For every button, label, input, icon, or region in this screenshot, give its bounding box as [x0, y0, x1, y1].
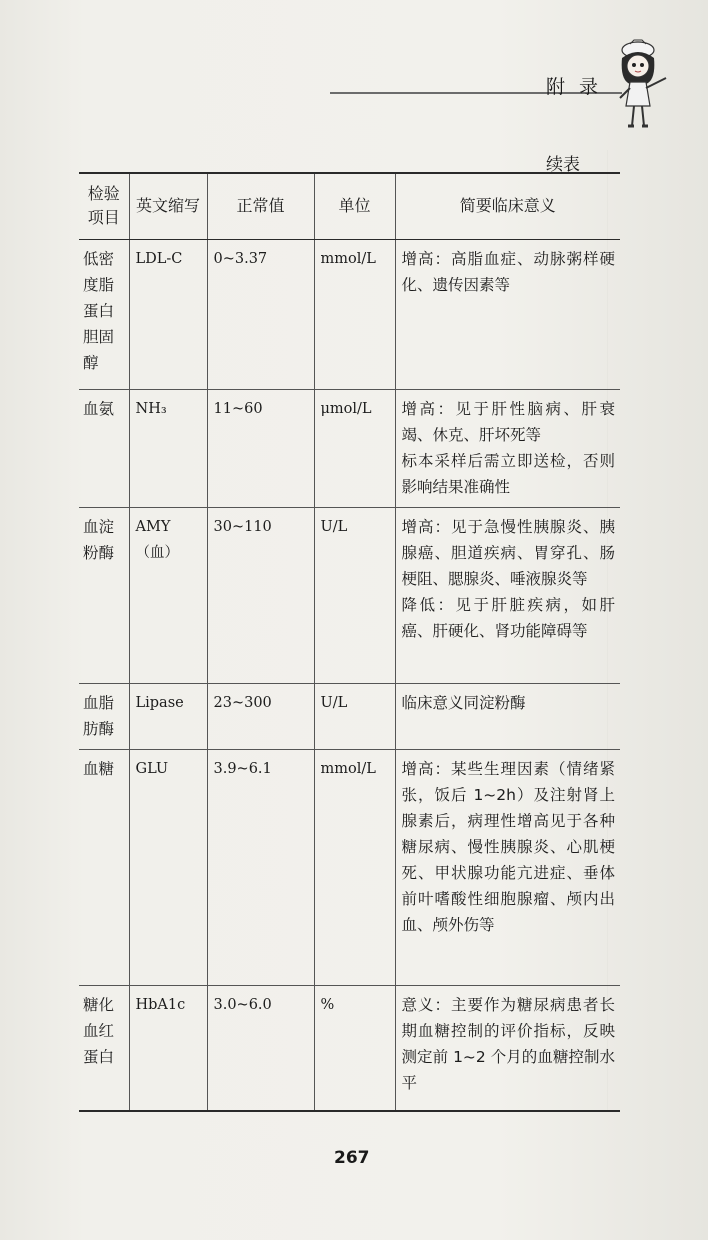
cell-meaning: 增高：某些生理因素（情绪紧张，饭后 1~2h）及注射肾上腺素后，病理性增高见于各种糖尿病、慢性胰腺炎、心肌梗死、甲状腺功能亢进症、垂体前叶嗜酸性细胞腺瘤、颅内出血、颅外伤等: [395, 749, 620, 985]
table-row: [79, 749, 620, 985]
table-row: [79, 389, 620, 507]
cell-normal: 3.0~6.0: [207, 985, 314, 1111]
column-header-item: 检验项目: [79, 173, 129, 239]
cell-unit: %: [314, 985, 395, 1111]
table-continued-label: 续表: [546, 155, 580, 175]
cell-normal: 0~3.37: [207, 239, 314, 389]
cell-abbr: AMY（血）: [129, 507, 207, 683]
cell-item: 血氨: [79, 389, 129, 507]
cell-unit: μmol/L: [314, 389, 395, 507]
column-header-unit: 单位: [314, 173, 395, 239]
column-header-meaning: 简要临床意义: [395, 173, 620, 239]
meaning-decrease: 降低：见于肝脏疾病，如肝癌、肝硬化、肾功能障碍等: [401, 595, 615, 640]
running-header-title: 附录: [546, 76, 613, 98]
table-row: [79, 239, 620, 389]
meaning-increase: 增高：见于急慢性胰腺炎、胰腺癌、胆道疾病、胃穿孔、肠梗阻、腮腺炎、唾液腺炎等: [401, 517, 615, 588]
cell-abbr: NH₃: [129, 389, 207, 507]
column-header-abbr: 英文缩写: [129, 173, 207, 239]
cell-unit: U/L: [314, 683, 395, 749]
page-number: 267: [334, 1148, 370, 1168]
meaning-note: 标本采样后需立即送检，否则影响结果准确性: [401, 451, 615, 496]
cell-item: 糖化血红蛋白: [79, 985, 129, 1111]
cell-normal: 30~110: [207, 507, 314, 683]
cell-meaning: [395, 389, 620, 507]
cell-normal: 3.9~6.1: [207, 749, 314, 985]
cell-normal: 11~60: [207, 389, 314, 507]
cell-abbr: GLU: [129, 749, 207, 985]
cell-abbr: Lipase: [129, 683, 207, 749]
cell-item: 血脂肪酶: [79, 683, 129, 749]
bleed-through-shadow: [607, 150, 708, 1110]
cell-abbr: LDL-C: [129, 239, 207, 389]
cell-abbr: HbA1c: [129, 985, 207, 1111]
cell-meaning: 增高：高脂血症、动脉粥样硬化、遗传因素等: [395, 239, 620, 389]
cell-item: 低密度脂蛋白胆固醇: [79, 239, 129, 389]
cell-item: 血淀粉酶: [79, 507, 129, 683]
lab-reference-table: [79, 172, 620, 1112]
cell-unit: mmol/L: [314, 239, 395, 389]
column-header-normal: 正常值: [207, 173, 314, 239]
cell-unit: mmol/L: [314, 749, 395, 985]
cell-meaning: 临床意义同淀粉酶: [395, 683, 620, 749]
cell-item: 血糖: [79, 749, 129, 985]
cell-meaning: 意义：主要作为糖尿病患者长期血糖控制的评价指标，反映测定前 1~2 个月的血糖控制水平: [395, 985, 620, 1111]
cell-meaning: [395, 507, 620, 683]
meaning-increase: 增高：见于肝性脑病、肝衰竭、休克、肝坏死等: [401, 399, 615, 444]
table-row: [79, 985, 620, 1111]
table-row: [79, 683, 620, 749]
cell-normal: 23~300: [207, 683, 314, 749]
table-row: [79, 507, 620, 683]
table-header-row: [79, 173, 620, 239]
cell-unit: U/L: [314, 507, 395, 683]
